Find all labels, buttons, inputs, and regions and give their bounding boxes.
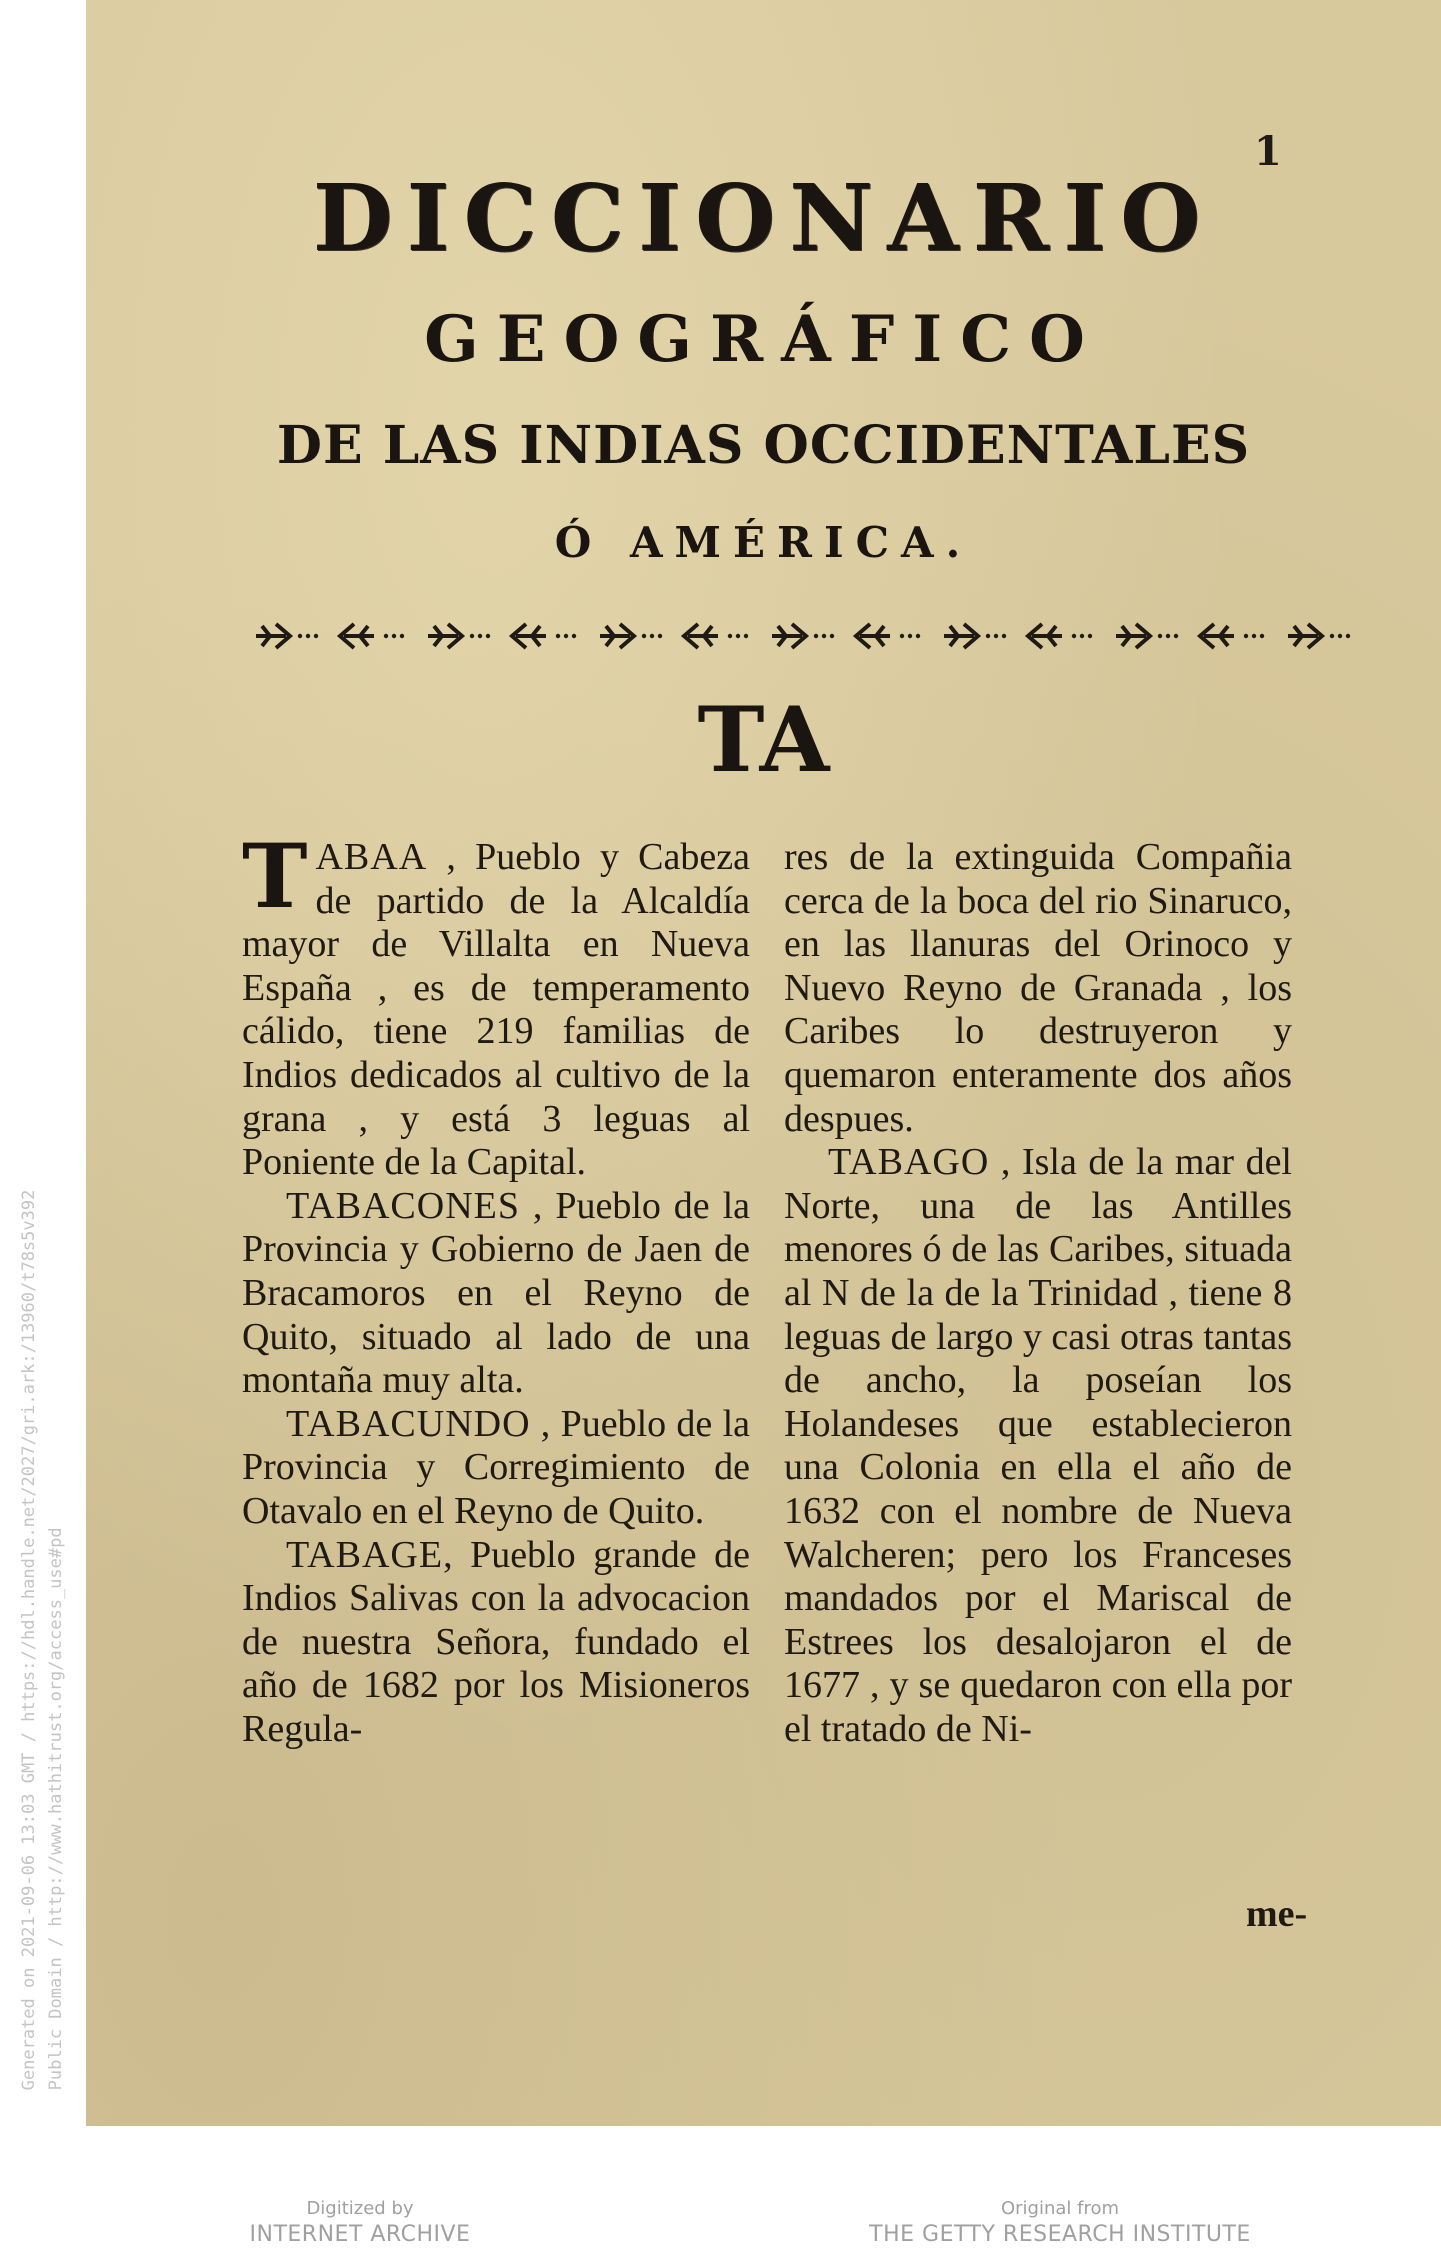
hathitrust-watermark [0, 0, 86, 2255]
ornament-flourish [428, 624, 490, 648]
ornament-flourish [856, 624, 920, 648]
ornament-flourish [1288, 624, 1350, 648]
entry-tabage [242, 1534, 750, 1752]
ornament-flourish [944, 624, 1006, 648]
footer-getty: THE GETTY RESEARCH INSTITUTE [869, 2222, 1251, 2247]
ornament-flourish [512, 624, 576, 648]
footer-digitized-by [230, 2198, 490, 2250]
footer-original-from [850, 2198, 1270, 2250]
title-main: DICCIONARIO [312, 164, 1215, 272]
entry-tabacones [242, 1185, 750, 1403]
entry-headword: ABAA [315, 836, 428, 878]
book-page [86, 0, 1441, 2126]
ornamental-rule [246, 610, 1368, 662]
right-column [784, 836, 1292, 1751]
entry-headword: TABAGO [828, 1141, 990, 1184]
title-subtitle: GEOGRÁFICO [424, 302, 1103, 377]
title-subtitle-2: DE LAS INDIAS OCCIDENTALES [276, 415, 1251, 476]
entry-text: , Pueblo de la Provincia y Gobierno de Jaen de Bracamoros en el Reyno de Quito, situado al lado de una montaña muy alta. [242, 1184, 750, 1402]
ornament-flourish [1028, 624, 1092, 648]
entry-text: , Isla de la mar del Norte, una de las Antilles menores ó de las Caribes, situada al N de la de la Trinidad , tiene 8 leguas de largo y casi otras tantas de ancho, la poseían los Holandeses que establecieron una Colonia en ella el año de 1632 con el nombre de Nueva Walcheren; pero los Franceses mandados por el Mariscal de Estrees los desalojaron el de 1677 , y se quedaron con ella por el tratado de Ni- [784, 1141, 1292, 1750]
ornament-flourish [1116, 624, 1178, 648]
entry-tabago [784, 1141, 1292, 1751]
entry-headword: TABACUNDO [286, 1402, 531, 1445]
watermark-line-2: Public Domain / http://www.hathitrust.org/access_use#pd [46, 1527, 66, 2091]
entry-text: res de la extinguida Compañia cerca de la boca del rio Sinaruco, en las llanuras del Orinoco y Nuevo Reyno de Granada , los Caribes lo destruyeron y quemaron enteramente dos años despues. [784, 836, 1292, 1140]
watermark-text [16, 1190, 70, 2091]
title-subtitle-3: Ó AMÉRICA. [554, 518, 973, 567]
entry-tabaa [242, 824, 750, 1185]
ornament-flourish [684, 624, 748, 648]
entry-text: , Pueblo y Cabeza de partido de la Alcaldía mayor de Villalta en Nueva España , es de temperamento cálido, tiene 219 familias de Indios dedicados al cultivo de la grana , y está 3 leguas al Poniente de la Capital. [242, 836, 750, 1184]
page-number: 1 [1254, 128, 1282, 175]
drop-cap: T [242, 824, 308, 928]
footer-internet-archive: INTERNET ARCHIVE [249, 2222, 471, 2247]
watermark-line-1: Generated on 2021-09-06 13:03 GMT / https://hdl.handle.net/2027/gri.ark:/13960/t78s5v392 [19, 1189, 39, 2091]
ornament-flourish [772, 624, 834, 648]
entry-tabacundo [242, 1403, 750, 1534]
section-heading: TA [697, 687, 830, 793]
footer-digitized-label: Digitized by [306, 2198, 414, 2219]
ornament-flourish [340, 624, 404, 648]
catchword: me- [1246, 1893, 1308, 1935]
footer-original-label: Original from [1000, 2198, 1120, 2219]
entry-tabage-continued [784, 836, 1292, 1141]
entry-text: , Pueblo de la Provincia y Corregimiento de Otavalo en el Reyno de Quito. [242, 1402, 750, 1532]
entry-headword: TABAGE [286, 1533, 444, 1576]
ornament-flourish [1200, 624, 1264, 648]
entry-text: , Pueblo grande de Indios Salivas con la advocacion de nuestra Señora, fundado el año de 1682 por los Misioneros Regula- [242, 1533, 750, 1750]
ornament-flourish [256, 624, 318, 648]
left-column [242, 824, 750, 1751]
ornament-flourish [600, 624, 662, 648]
entry-headword: TABACONES [286, 1184, 520, 1227]
